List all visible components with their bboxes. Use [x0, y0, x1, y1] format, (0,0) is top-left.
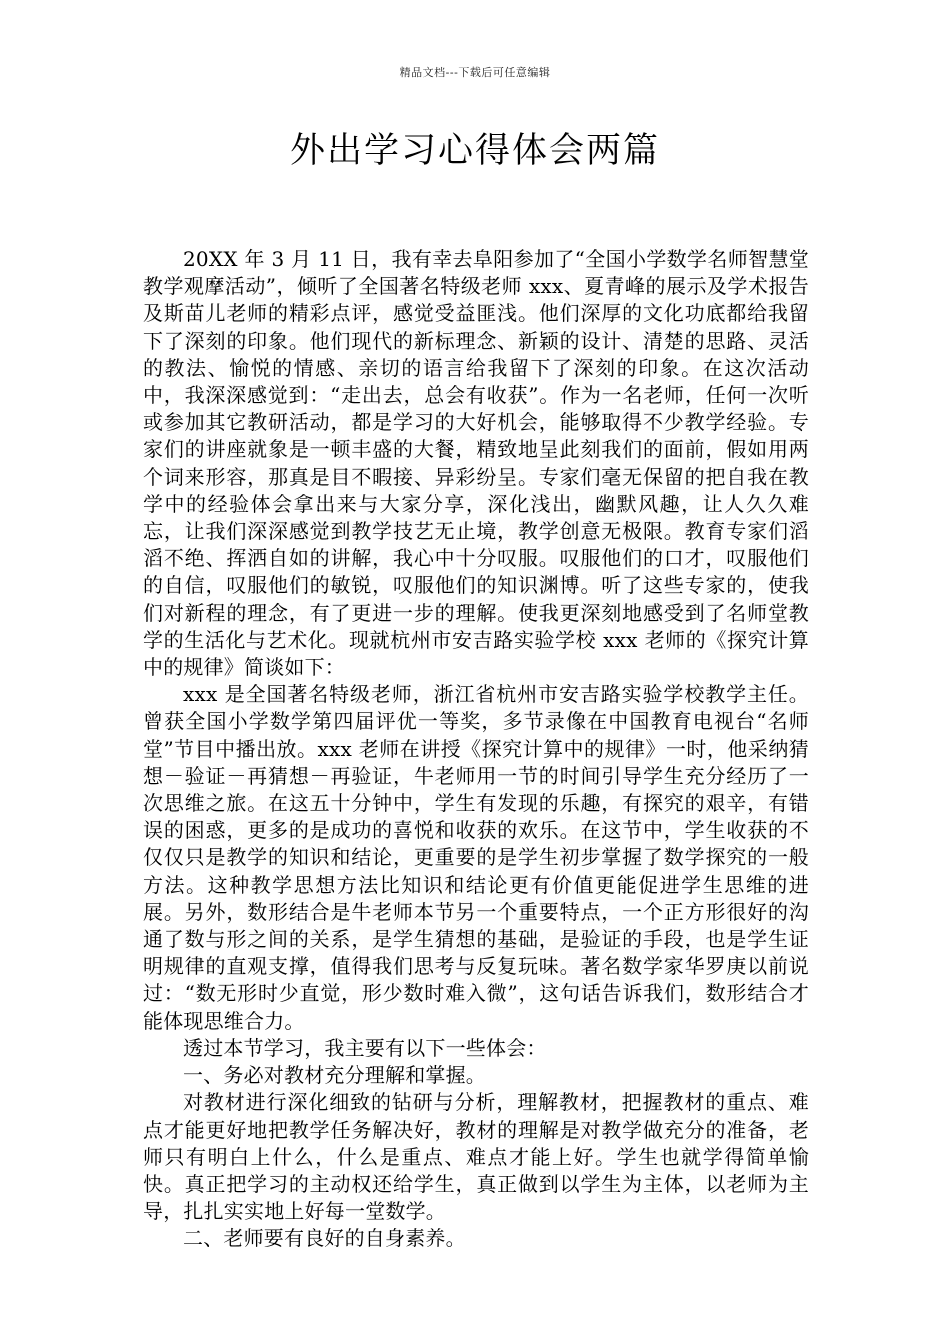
- paragraph: 透过本节学习，我主要有以下一些体会：: [183, 1035, 547, 1060]
- document-body: [143, 246, 809, 1253]
- document-title: 外出学习心得体会两篇: [289, 131, 660, 171]
- header-note: 精品文档---下载后可任意编辑: [399, 66, 551, 79]
- paragraph: 20XX 年 3 月 11 日，我有幸去阜阳参加了“全国小学数学名师智慧堂教学观摩活动”，倾听了全国著名特级老师 xxx、夏青峰的展示及学术报告及斯苗儿老师的精彩点评，感觉受益匪浅。他们深厚的文化功底都给我留下了深刻的印象。他们现代的新标理念、新颖的设计、清楚的思路、灵活的教法、愉悦的情感、亲切的语言给我留下了深刻的印象。在这次活动中，我深深感觉到：“走出去，总会有收获”。作为一名老师，任何一次听或参加其它教研活动，都是学习的大好机会，能够取得不少教学经验。专家们的讲座就象是一顿丰盛的大餐，精致地呈此刻我们的面前，假如用两个词来形容，那真是目不暇接、异彩纷呈。专家们毫无保留的把自我在教学中的经验体会拿出来与大家分享，深化浅出，幽默风趣，让人久久难忘，让我们深深感觉到教学技艺无止境，教学创意无极限。教育专家们滔滔不绝、挥洒自如的讲解，我心中十分叹服。叹服他们的口才，叹服他们的自信，叹服他们的敏锐，叹服他们的知识渊博。听了这些专家的，使我们对新程的理念，有了更进一步的理解。使我更深刻地感受到了名师堂教学的生活化与艺术化。现就杭州市安吉路实验学校 xxx 老师的《探究计算中的规律》简谈如下：: [143, 247, 809, 680]
- section-heading: 一、务必对教材充分理解和掌握。: [183, 1063, 486, 1088]
- section-heading: 二、老师要有良好的自身素养。: [183, 1226, 466, 1251]
- paragraph: xxx 是全国著名特级老师，浙江省杭州市安吉路实验学校教学主任。曾获全国小学数学第四届评优一等奖，多节录像在中国教育电视台“名师堂”节目中播出放。xxx 老师在讲授《探究计算中的规律》一时，他采纳猜想－验证－再猜想－再验证，牛老师用一节的时间引导学生充分经历了一次思维之旅。在这五十分钟中，学生有发现的乐趣，有探究的艰辛，有错误的困惑，更多的是成功的喜悦和收获的欢乐。在这节中，学生收获的不仅仅只是教学的知识和结论，更重要的是学生初步掌握了数学探究的一般方法。这种教学思想方法比知识和结论更有价值更能促进学生思维的进展。另外，数形结合是牛老师本节另一个重要特点，一个正方形很好的沟通了数与形之间的关系，是学生猜想的基础，是验证的手段，也是学生证明规律的直观支撑，值得我们思考与反复玩味。著名数学家华罗庚以前说过：“数无形时少直觉，形少数时难入微”，这句话告诉我们，数形结合才能体现思维合力。: [143, 682, 809, 1033]
- paragraph: 对教材进行深化细致的钻研与分析，理解教材，把握教材的重点、难点才能更好地把教学任务解决好，教材的理解是对教学做充分的准备，老师只有明白上什么，什么是重点、难点才能上好。学生也就学得简单愉快。真正把学习的主动权还给学生，真正做到以学生为主体，以老师为主导，扎扎实实地上好每一堂数学。: [143, 1090, 809, 1224]
